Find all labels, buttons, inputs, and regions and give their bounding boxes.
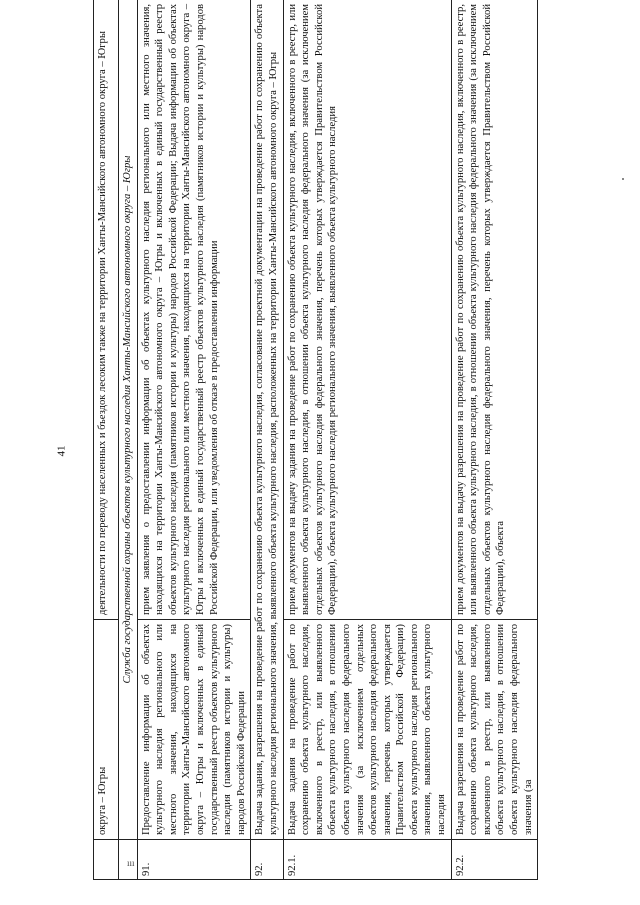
table-cell-num: 92.1. — [283, 840, 451, 880]
scan-stamp: ııı — [127, 858, 135, 868]
table-row-section — [119, 0, 138, 880]
table-cell-service: округа – Югры — [94, 620, 119, 840]
table-cell-num: 92.2. — [451, 840, 538, 880]
table-cell-num: 91. — [137, 840, 251, 880]
table-row — [137, 0, 251, 880]
table-cell-result: прием документов на выдачу разрешения на проведение работ по сохранению объекта культурного наследия, включенного в реестр, или выявленного объекта культурного наследия, в отношении объекта культурного наследия федерального значения (за исключением отдельных объектов культурного наследия федерального значения, перечень которых утверждается Правительством Российской Федерации), объекта — [451, 0, 538, 620]
table-cell-num — [94, 840, 119, 880]
table-row — [283, 0, 451, 880]
section-header: Служба государственной охраны объектов культурного наследия Ханты-Мансийского автономного округа – Югры — [119, 0, 138, 840]
page-number: 41 — [55, 445, 68, 457]
table-cell-full: Выдача задания, разрешения на проведение работ по сохранению объекта культурного наследия, согласование проектной документации на проведение работ по сохранению объекта культурного наследия регионального значения, выявленного объекта культурного наследия, расположенных на территории Ханты-Мансийского автономного округа – Югры — [251, 0, 283, 840]
services-table — [93, 0, 538, 880]
table-row-continued — [94, 0, 119, 880]
table-cell-service: Выдача задания на проведение работ по сохранению объекта культурного наследия, включенного в реестр, или выявленного объекта культурного наследия, в отношении объекта культурного наследия федерального значения (за исключением отдельных объектов культурного наследия федерального значения, перечень которых утверждается Правительством Российской Федерации) объекта культурного наследия регионального значения, выявленного объекта культурного наследия — [283, 620, 451, 840]
table-cell-service: Выдача разрешения на проведение работ по сохранению объекта культурного наследия, включенного в реестр, или выявленного объекта культурного наследия, в отношении объекта культурного наследия федерального значения (за — [451, 620, 538, 840]
rotated-page — [93, 0, 613, 880]
table-row — [251, 0, 283, 880]
table-cell-service: Предоставление информации об объектах культурного наследия регионального или местного значения, находящихся на территории Ханты-Мансийского автономного округа – Югры и включенных в единый государственный реестр объектов культурного наследия (памятников истории и культуры) народов Российской Федерации — [137, 620, 251, 840]
scan-speck — [622, 178, 624, 180]
table-cell-num: 92. — [251, 840, 283, 880]
table-row — [451, 0, 538, 880]
table-cell-result: прием заявления о предоставлении информации об объектах культурного наследия регионального или местного значения, находящихся на территории Ханты-Мансийского автономного округа – Югры и включенных в единый государственный реестр объектов культурного наследия (памятников истории и культуры) народов Российской Федерации; Выдача информации об объектах культурного наследия регионального или местного значения, находящихся на территории Ханты-Мансийского автономного округа – Югры и включенных в единый государственный реестр объектов культурного наследия (памятников истории и культуры) народов Российской Федерации, или уведомления об отказе в предоставлении информации — [137, 0, 251, 620]
table-cell-result: деятельности по переводу населенных и бъездок лесоким также на территории Ханты-Мансийского автономного округа – Югры — [94, 0, 119, 620]
table-cell-result: прием документов на выдачу задания на проведение работ по сохранению объекта культурного наследия, включенного в реестр, или выявленного объекта культурного наследия, в отношении объекта культурного наследия федерального значения (за исключением отдельных объектов культурного наследия федерального значения, перечень которых утверждается Правительством Российской Федерации), объекта культурного наследия регионального значения, выявленного объекта культурного наследия — [283, 0, 451, 620]
